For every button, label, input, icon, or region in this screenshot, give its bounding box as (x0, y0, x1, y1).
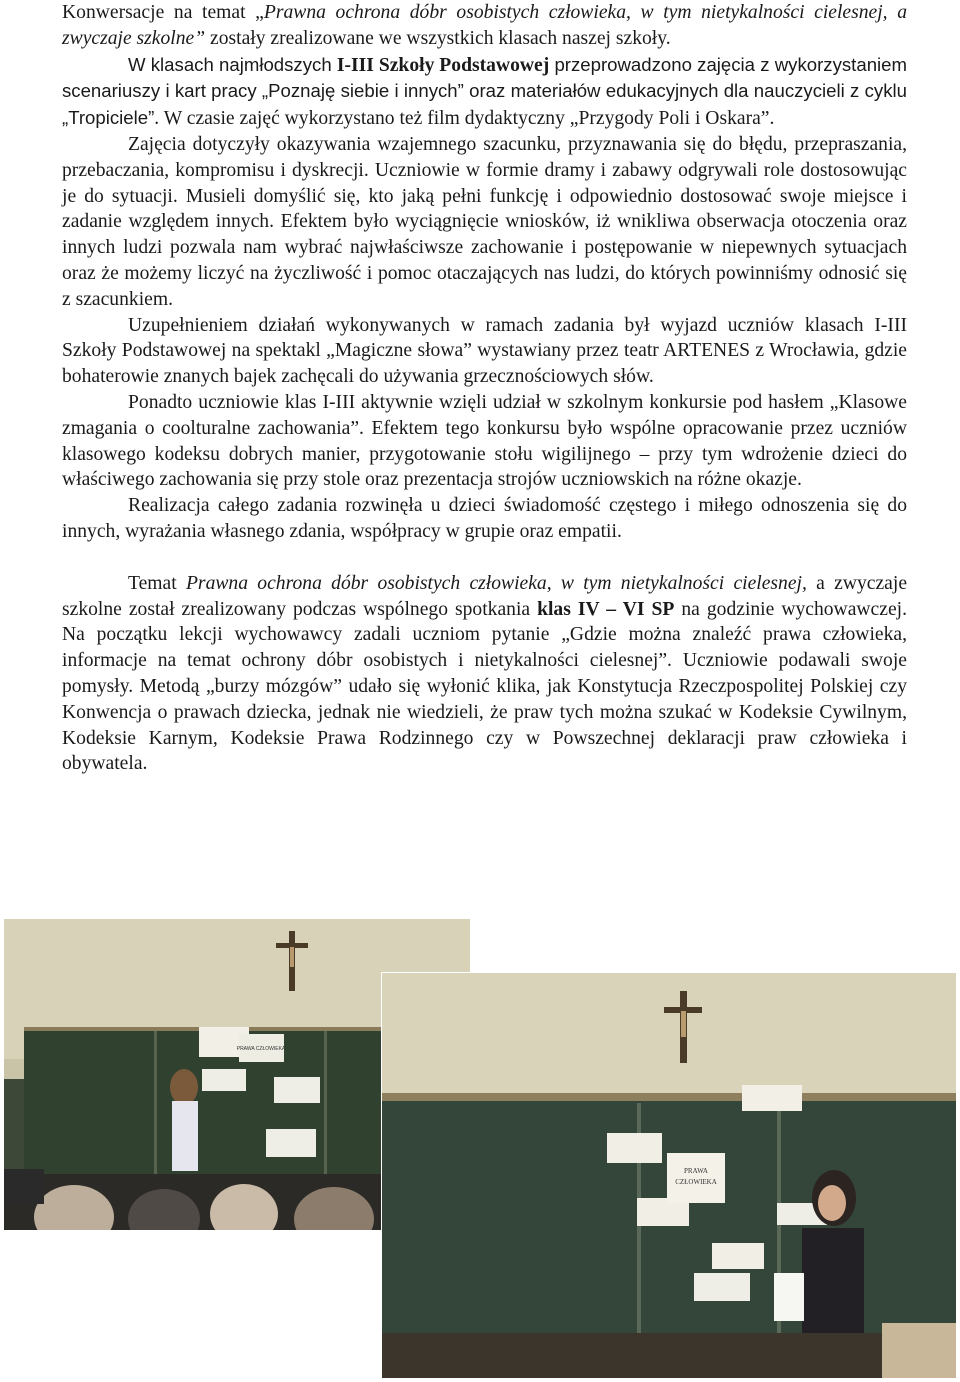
svg-text:PRAWA CZŁOWIEKA: PRAWA CZŁOWIEKA (236, 1046, 286, 1052)
paragraph-summary: Realizacja całego zadania rozwinęła u dzieci świadomość częstego i miłego odnoszenia się do innych, wyrażania własnego zdania, współpracy w grupie oraz empatii. (62, 495, 907, 542)
document-body (62, 0, 907, 777)
paragraph-activities: Zajęcia dotyczyły okazywania wzajemnego szacunku, przyznawania się do błędu, przepraszania, przebaczania, kompromisu i dyskrecji. Uczniowie w formie dramy i zabawy odgrywali role dostosowując je do sytuacji. Musieli domyślić się, kto jaką pełni funkcję i odpowiednio dostosować swoje miejsce i zadanie względem innych. Efektem było wyciągnięcie wniosków, iż wnikliwa obserwacja otoczenia oraz innych ludzi pozwala nam wybrać najwłaściwsze zachowanie i postępowanie w niepewnych sytuacjach oraz że możemy liczyć na życzliwość i pomoc otaczających nas ludzi, do których powinniśmy odnosić się z szacunkiem. (62, 133, 907, 310)
classroom-photo-right (382, 973, 956, 1378)
svg-text:PRAWA: PRAWA (684, 1167, 708, 1175)
paragraph-contest: Ponadto uczniowie klas I-III aktywnie wzięli udział w szkolnym konkursie pod hasłem „Klasowe zmagania o coolturalne zachowania”. Efektem tego konkursu było wspólne opracowanie przez uczniów klasowego kodeksu dobrych manier, przygotowanie stołu wigilijnego – przy tym wdrożenie dzieci do właściwego zachowania się przy stole oraz prezentacja strojów uczniowskich na różne okazje. (62, 391, 907, 491)
paragraph-grades-4-6: Temat Prawna ochrona dóbr osobistych człowieka, w tym nietykalności cielesnej, a zwyczaje szkolne został zrealizowany podczas wspólnego spotkania klas IV – VI SP na godzinie wychowawczej. Na początku lekcji wychowawcy zadali uczniom pytanie „Gdzie można znaleźć prawa człowieka, informacje na temat ochrony dóbr osobistych i nietykalności cielesnej”. Uczniowie podawali swoje pomysły. Metodą „burzy mózgów” udało się wyłonić klika, jak Konstytucja Rzeczpospolitej Polskiej czy Konwencja o prawach dziecka, jednak nie wiedzieli, że praw tych można szukać w Kodeksie Cywilnym, Kodeksie Karnym, Kodeksie Prawa Rodzinnego czy w Powszechnej deklaracji praw człowieka i obywatela. (62, 572, 908, 775)
classroom-photo-right-image (382, 973, 956, 1378)
paragraph-grades-1-3: W klasach najmłodszych I-III Szkoły Podstawowej przeprowadzono zajęcia z wykorzystaniem scenariuszy i kart pracy „Poznaję siebie i innych” oraz materiałów edukacyjnych dla nauczycieli z cyklu „Tropiciele”. W czasie zajęć wykorzystano też film dydaktyczny „Przygody Poli i Oskara”. (62, 53, 907, 130)
paragraph-intro: Konwersacje na temat „Prawna ochrona dóbr osobistych człowieka, w tym nietykalności cielesnej, a zwyczaje szkolne” zostały zrealizowane we wszystkich klasach naszej szkoły. (62, 2, 907, 49)
svg-text:CZŁOWIEKA: CZŁOWIEKA (675, 1178, 717, 1186)
paragraph-theatre: Uzupełnieniem działań wykonywanych w ramach zadania był wyjazd uczniów klasach I-III Szkoły Podstawowej na spektakl „Magiczne słowa” wystawiany przez teatr ARTENES z Wrocławia, gdzie bohaterowie znanych bajek zachęcali do używania grzecznościowych słów. (62, 314, 907, 388)
